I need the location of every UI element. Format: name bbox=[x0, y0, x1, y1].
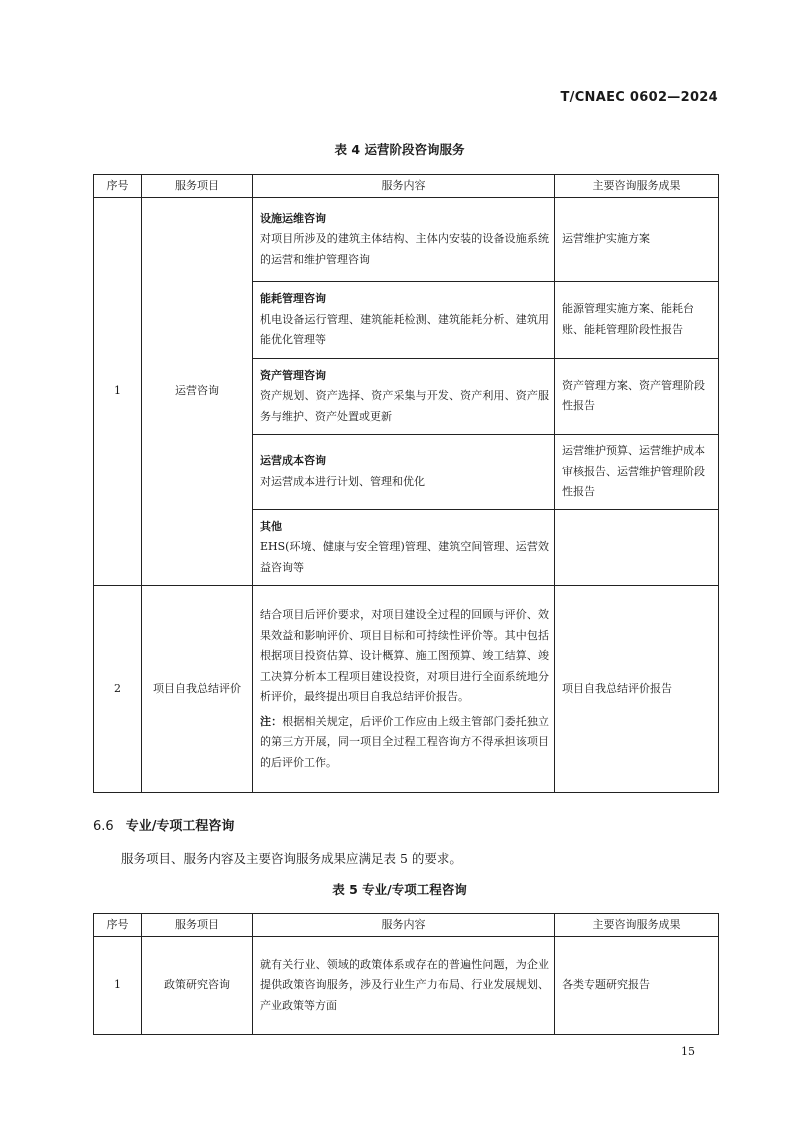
col-header-result: 主要咨询服务成果 bbox=[555, 175, 719, 198]
section-heading bbox=[93, 815, 234, 834]
page-number: 15 bbox=[681, 1045, 695, 1058]
document-code: T/CNAEC 0602—2024 bbox=[560, 90, 718, 105]
col-header-no: 序号 bbox=[94, 914, 142, 937]
table-row bbox=[94, 937, 719, 1035]
row-number: 1 bbox=[94, 198, 142, 586]
col-header-project: 服务项目 bbox=[142, 175, 253, 198]
row-number: 2 bbox=[94, 586, 142, 793]
col-header-no: 序号 bbox=[94, 175, 142, 198]
service-content: 资产规划、资产选择、资产采集与开发、资产利用、资产服务与维护、资产处置或更新 bbox=[260, 389, 549, 423]
service-subtitle: 设施运维咨询 bbox=[260, 211, 326, 225]
table-row bbox=[94, 586, 719, 793]
service-content-cell bbox=[253, 198, 555, 282]
section-number: 6.6 bbox=[93, 819, 114, 834]
col-header-project: 服务项目 bbox=[142, 914, 253, 937]
table4-header-row bbox=[94, 175, 719, 198]
table5-header-row bbox=[94, 914, 719, 937]
table4 bbox=[93, 174, 719, 793]
col-header-content: 服务内容 bbox=[253, 914, 555, 937]
service-result bbox=[555, 509, 719, 586]
service-content-cell bbox=[253, 586, 555, 793]
col-header-content: 服务内容 bbox=[253, 175, 555, 198]
service-subtitle: 其他 bbox=[260, 519, 282, 533]
service-content: 机电设备运行管理、建筑能耗检测、建筑能耗分析、建筑用能优化管理等 bbox=[260, 312, 549, 346]
table5 bbox=[93, 913, 719, 1035]
row-number: 1 bbox=[94, 937, 142, 1035]
service-result: 资产管理方案、资产管理阶段性报告 bbox=[555, 358, 719, 435]
service-project: 运营咨询 bbox=[142, 198, 253, 586]
service-subtitle: 能耗管理咨询 bbox=[260, 292, 326, 305]
body-paragraph: 服务项目、服务内容及主要咨询服务成果应满足表 5 的要求。 bbox=[121, 851, 462, 866]
service-content: 对项目所涉及的建筑主体结构、主体内安装的设备设施系统的运营和维护管理咨询 bbox=[260, 232, 549, 266]
service-content: 结合项目后评价要求，对项目建设全过程的回顾与评价、效果效益和影响评价、项目目标和可持续性评价等。其中包括根据项目投资估算、设计概算、施工图预算、竣工结算、竣工决算分析本工程项目建设投资，对项目进行全面系统地分析评价，最终提出项目自我总结评价报告。 bbox=[260, 608, 549, 703]
service-result: 各类专题研究报告 bbox=[555, 937, 719, 1035]
service-result: 运营维护预算、运营维护成本审核报告、运营维护管理阶段性报告 bbox=[555, 435, 719, 510]
service-project: 项目自我总结评价 bbox=[142, 586, 253, 793]
col-header-result: 主要咨询服务成果 bbox=[555, 914, 719, 937]
service-content-cell bbox=[253, 509, 555, 586]
note-label: 注： bbox=[260, 714, 283, 728]
service-content-cell bbox=[253, 435, 555, 510]
service-content: 就有关行业、领域的政策体系或存在的普遍性问题，为企业提供政策咨询服务，涉及行业生产力布局、行业发展规划、产业政策等方面 bbox=[253, 937, 555, 1035]
service-result: 项目自我总结评价报告 bbox=[555, 586, 719, 793]
service-content: 对运营成本进行计划、管理和优化 bbox=[260, 474, 425, 488]
section-title: 专业/专项工程咨询 bbox=[125, 819, 235, 834]
service-content-cell bbox=[253, 282, 555, 359]
note-text: 根据相关规定，后评价工作应由上级主管部门委托独立的第三方开展，同一项目全过程工程咨询方不得承担该项目的后评价工作。 bbox=[260, 714, 550, 769]
service-subtitle: 资产管理咨询 bbox=[260, 368, 326, 382]
service-subtitle: 运营成本咨询 bbox=[260, 454, 326, 468]
table4-caption: 表 4 运营阶段咨询服务 bbox=[334, 142, 465, 157]
service-content: EHS(环境、健康与安全管理)管理、建筑空间管理、运营效益咨询等 bbox=[260, 540, 549, 574]
service-project: 政策研究咨询 bbox=[142, 937, 253, 1035]
service-result: 能源管理实施方案、能耗台账、能耗管理阶段性报告 bbox=[555, 282, 719, 359]
service-result: 运营维护实施方案 bbox=[555, 198, 719, 282]
table-row bbox=[94, 198, 719, 282]
service-content-cell bbox=[253, 358, 555, 435]
table5-caption: 表 5 专业/专项工程咨询 bbox=[332, 882, 467, 897]
note bbox=[260, 712, 549, 774]
